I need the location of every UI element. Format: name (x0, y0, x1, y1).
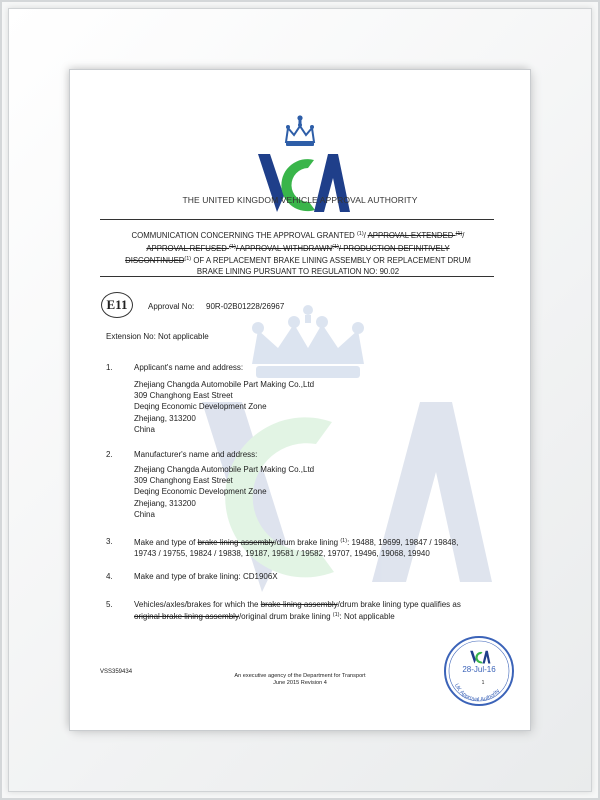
comm-text: OF A REPLACEMENT BRAKE LINING ASSEMBLY OR REPLACEMENT DRUM (193, 256, 471, 266)
vehicle-qualification (134, 599, 498, 622)
address-line: 309 Changhong East Street (134, 476, 233, 486)
footnote-ref: (1) (332, 612, 340, 619)
item-text: 19743 / 19755, 19824 / 19838, 19187, 19581 / 19582, 19707, 19496, 19068, 19940 (134, 549, 430, 559)
footnote-ref: (1) (332, 243, 339, 250)
item-text: : Not applicable (339, 612, 395, 622)
footer-revision: June 2015 Revision 4 (273, 680, 327, 687)
item-text: Make and type of (134, 538, 198, 547)
item-number: 2. (106, 450, 113, 459)
item-number: 1. (106, 363, 113, 372)
stamp-digit: 1 (481, 680, 485, 686)
item-number: 5. (106, 600, 113, 609)
vca-logo (248, 114, 352, 226)
brake-lining-types (134, 536, 514, 559)
manufacturer-label: Manufacturer's name and address: (134, 450, 258, 459)
certificate-page (72, 72, 528, 728)
stamp-arc-label: UK Approval Authority (452, 682, 502, 704)
item-number: 3. (106, 537, 113, 546)
item-text: Vehicles/axles/brakes for which the (134, 600, 261, 609)
item-text: /drum brake lining type qualifies as (337, 600, 461, 609)
authority-name: THE UNITED KINGDOM VEHICLE APPROVAL AUTHORITY (182, 195, 418, 205)
item-text: : 19488, 19699, 19847 / 19848, (347, 538, 459, 547)
address-line: Zhejiang Changda Automobile Part Making Co.,Ltd (134, 380, 315, 389)
item-struck-text: brake lining assembly (260, 600, 338, 609)
footnote-ref: (1) (229, 243, 236, 250)
item-text: /drum brake lining (274, 538, 341, 547)
comm-text: BRAKE LINING PURSUANT TO REGULATION NO: 90.02 (196, 266, 400, 276)
item-number: 4. (106, 572, 113, 581)
communication-heading: COMMUNICATION CONCERNING THE APPROVAL GRANTED $^{(1)}$/ APPROVAL EXTENDED $^{(1)}$/ APPROVAL REFUSED $^{(1)}$/ APPROVAL WITHDRAWN$^{(1)}$/ PRODUCTION DEFINITIVELY DISCONTINUED$^{(1)}$ OF A REPLACEMENT BRAKE LINING ASSEMBLY OR REPLACEMENT DRUM BRAKE LINING PURSUANT TO REGULATION NO: 90.02 (125, 231, 471, 276)
address-line: 309 Changhong East Street (134, 391, 233, 401)
approval-number: 90R-02B01228/26967 (206, 302, 285, 311)
crown-icon (286, 115, 314, 146)
comm-struck-text: PRODUCTION DEFINITIVELY (343, 243, 450, 253)
footnote-ref: (1) (184, 256, 192, 263)
footnote-ref: (1) (340, 538, 348, 544)
document-reference: VSS359434 (100, 669, 133, 675)
bottom-rule (100, 276, 494, 277)
address-line: China (134, 509, 155, 519)
applicant-address (134, 379, 314, 435)
extension-number: Extension No: Not applicable (106, 332, 209, 341)
footnote-ref: (1) (455, 231, 463, 237)
e11-mark: E11 (101, 292, 133, 318)
item-struck-text: original brake lining assembly (134, 612, 239, 622)
top-rule (100, 219, 494, 220)
footer-agency: An executive agency of the Department for Transport (234, 673, 366, 679)
comm-struck-text: APPROVAL WITHDRAWN (239, 243, 333, 253)
approval-label: Approval No: (148, 302, 195, 311)
applicant-label: Applicant's name and address: (134, 363, 244, 372)
manufacturer-address (134, 464, 314, 520)
comm-struck-text: APPROVAL REFUSED (146, 243, 230, 253)
comm-text: COMMUNICATION CONCERNING THE APPROVAL GRANTED (131, 231, 357, 240)
comm-struck-text: APPROVAL EXTENDED (367, 231, 456, 240)
stamp-date: 28-Jul-16 (462, 665, 496, 674)
brake-lining-make: Make and type of brake lining: CD1906X (134, 572, 278, 581)
item-struck-text: brake lining assembly (197, 538, 275, 547)
comm-struck-text: DISCONTINUED (125, 256, 185, 266)
footnote-ref: (1) (356, 231, 364, 237)
address-line: Zhejiang Changda Automobile Part Making Co.,Ltd (134, 465, 315, 474)
address-line: Zhejiang, 313200 (134, 498, 196, 508)
item-text: /original drum brake lining (238, 612, 333, 622)
approval-stamp (443, 635, 515, 707)
address-line: Zhejiang, 313200 (134, 413, 196, 423)
address-line: Deqing Economic Development Zone (134, 402, 267, 412)
address-line: China (134, 424, 155, 434)
address-line: Deqing Economic Development Zone (134, 487, 267, 497)
